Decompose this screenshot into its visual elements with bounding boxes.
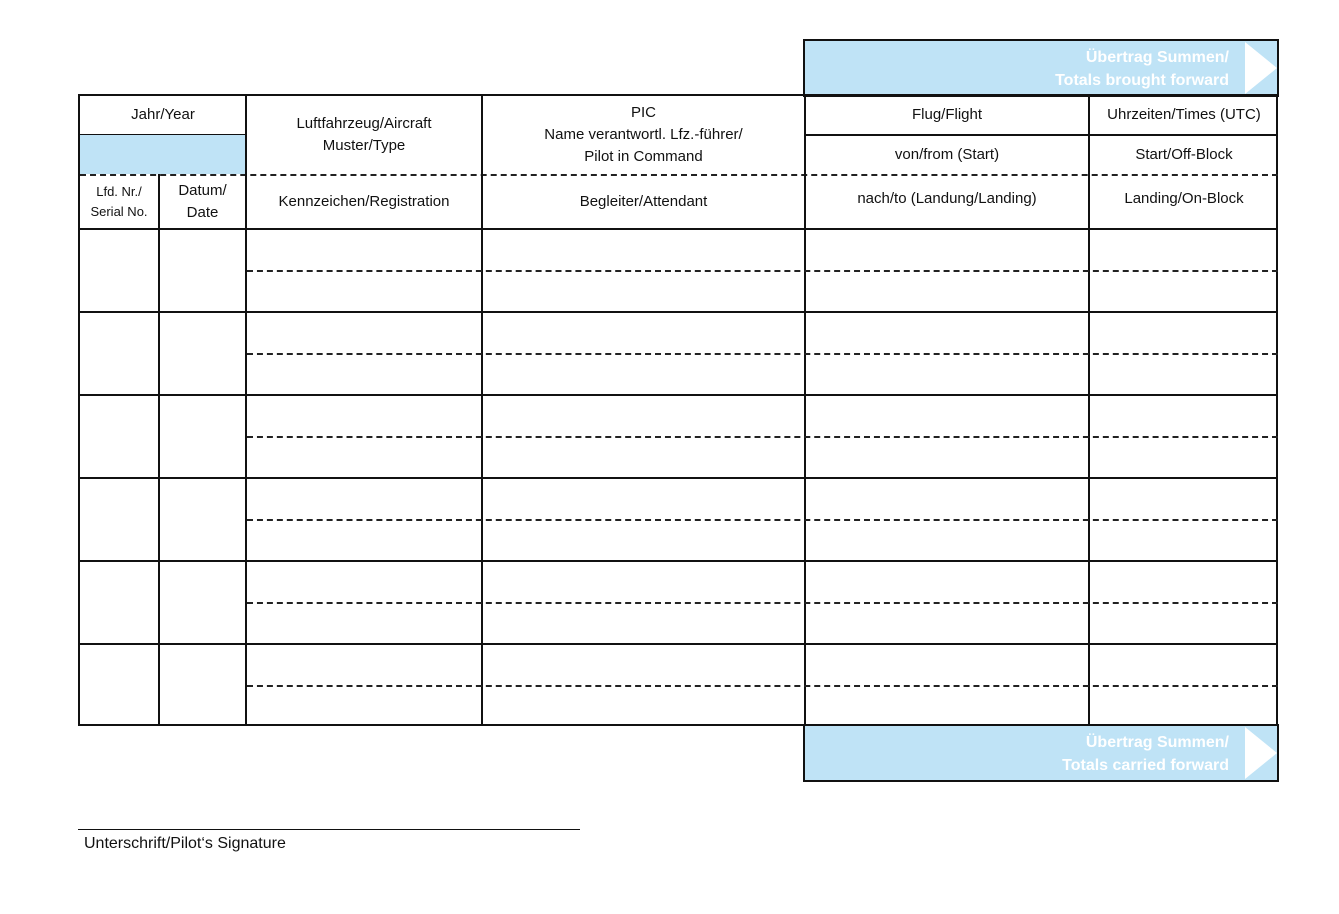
header-aircraft-line1: Luftfahrzeug/Aircraft <box>296 115 432 132</box>
header-serial <box>80 176 158 228</box>
totals-brought-forward-box <box>803 39 1279 97</box>
totals-brought-forward-label <box>1055 46 1229 92</box>
header-landing-block: Landing/On-Block <box>1124 190 1244 207</box>
header-registration: Kennzeichen/Registration <box>278 193 450 210</box>
row-dashed-divider <box>247 602 1278 604</box>
header-date <box>160 176 245 228</box>
header-times: Uhrzeiten/Times (UTC) <box>1107 106 1261 123</box>
header-aircraft <box>247 96 481 174</box>
row-dashed-divider <box>247 436 1278 438</box>
signature-line[interactable] <box>78 829 580 830</box>
header-pic-line1: PIC <box>630 104 656 121</box>
totals-carried-forward-line2: Totals carried forward <box>1062 757 1229 774</box>
header-from: von/from (Start) <box>894 146 1000 163</box>
year-input[interactable] <box>80 135 246 174</box>
header-pic-line3: Pilot in Command <box>584 148 703 165</box>
totals-carried-forward-line1: Übertrag Summen/ <box>1085 734 1229 751</box>
totals-carried-forward-box <box>803 724 1279 782</box>
totals-brought-forward-line2: Totals brought forward <box>1055 72 1229 89</box>
header-pic <box>483 96 804 174</box>
header-attendant: Begleiter/Attendant <box>579 193 708 210</box>
row-dashed-divider <box>247 270 1278 272</box>
header-start-block: Start/Off-Block <box>1135 146 1233 163</box>
totals-brought-forward-line1: Übertrag Summen/ <box>1085 49 1229 66</box>
header-serial-line1: Lfd. Nr./ <box>96 184 142 199</box>
header-flight: Flug/Flight <box>911 106 983 123</box>
arrow-right-icon <box>1245 42 1277 94</box>
header-to: nach/to (Landung/Landing) <box>857 190 1037 207</box>
row-dashed-divider <box>247 685 1278 687</box>
row-dashed-divider <box>247 519 1278 521</box>
header-year: Jahr/Year <box>131 106 195 123</box>
header-serial-line2: Serial No. <box>90 204 148 219</box>
row-dashed-divider <box>247 353 1278 355</box>
logbook-table <box>78 94 1278 726</box>
arrow-right-icon <box>1245 727 1277 779</box>
totals-carried-forward-label <box>1062 731 1229 777</box>
header-aircraft-line2: Muster/Type <box>322 137 406 154</box>
signature-label: Unterschrift/Pilot‘s Signature <box>84 835 286 852</box>
header-date-line1: Datum/ <box>178 182 227 199</box>
header-pic-line2: Name verantwortl. Lfz.-führer/ <box>544 126 743 143</box>
header-date-line2: Date <box>186 204 219 221</box>
